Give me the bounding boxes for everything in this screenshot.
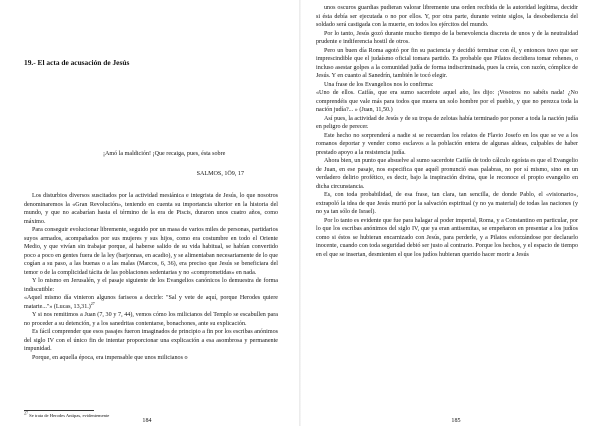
page-number: 184 xyxy=(142,418,152,424)
paragraph: Es fácil comprender que esos pasajes fueron imaginados de principio a fin por los escribas anónimos del siglo IV con el único fin de intentar proporcionar una explicación a esa asombrosa y permanente impunidad. xyxy=(24,329,278,352)
epigraph-text: ¡Amó la maldición! ¡Que recaiga, pues, ésta sobre xyxy=(103,151,226,157)
paragraph: Y si nos remitimos a Juan (7, 30 y 7, 44), vemos cómo los milicianos del Templo se escabullen para no proceder a su detención, y a los sanedritas contentarse, bonachones, ante su explicación. xyxy=(24,312,278,327)
right-body-text xyxy=(316,4,578,259)
footnote xyxy=(24,410,110,419)
block-quote: «Uno de ellos. Caifás, que era sumo sacerdote aquel año, les dijo: ¡Vosotros no sabéis nada! ¿No comprendéis que vale más para todos que muera un solo hombre por el pueblo, y que no perezca toda la nación judía?... » (Juan, 11,50.) xyxy=(316,90,578,113)
page-number: 185 xyxy=(451,418,461,424)
footnote-divider xyxy=(24,410,94,411)
paragraph: Ahora bien, un punto que absuelve al sumo sacerdote Caifás de todo cálculo egoísta es que el Evangelio de Juan, en ese pasaje, nos especifica que aquél pronunció esas palabras, no por sí mismo, sino en un verdadero delirio profético, es decir, bajo la inspiración divina, que le reconoce el propio evangelio en dicha circunstancia. xyxy=(316,158,578,190)
paragraph: Es, con toda probabilidad, de esa frase, tan clara, tan sencilla, de donde Pablo, el «visionario», extrapoló la idea de que Jesús murió por la salvación espiritual (y no ya material) de todas las naciones (y no ya tan sólo de Israel). xyxy=(316,192,578,215)
right-page xyxy=(300,0,600,426)
footnote-text: Se trata de Herodes Antipas, evidentemente xyxy=(29,413,110,418)
paragraph: Porque, en aquella época, era impensable que unos milicianos o xyxy=(32,354,188,361)
paragraph: unos oscuros guardias pudieran valorar libremente una orden recibida de la autoridad legítima, decidir si ésta debía ser ejecutada o no por ellos. Y, por otra parte, durante veinte siglos, la desobediencia del soldado será castigada con la muerte, en todos los ejércitos del mundo. xyxy=(316,5,578,28)
paragraph: Una frase de los Evangelios nos lo confirma: xyxy=(324,81,434,88)
paragraph: Para conseguir evolucionar libremente, seguido por un masa de varios miles de personas, partidarios suyos armados, acompañados por sus mujeres y sus hijos, como era costumbre en todo el Oriente Medio, y que vivían sin trabajar porque, al haberse salido de su vida habitual, se habían convertido poco a poco en gentes fuera de la ley (barjonnas, en acadio), y se alimentaban necesariamente de lo que cogían a su paso, a las buenas o a las malas (Marcos, 6, 36), era preciso que Jesús se beneficiara del temor o de la complicidad tácita de las poblaciones sedentarias y no «comprometidas» en nada. xyxy=(24,227,278,276)
footnote-marker: 27 xyxy=(24,410,28,416)
paragraph: Por lo tanto, Jesús gozó durante mucho tiempo de la benevolencia discreta de unos y de la neutralidad prudente e indiferencia hostil de otros. xyxy=(316,30,578,45)
paragraph: Los disturbios diversos suscitados por la actividad mesiánica e integrista de Jesús, lo que nosotros denominaremos la «Gran Revolución», teniendo en cuenta su importancia ulterior en la historia del mundo, y que no acabarían hasta el término de la era de Piscis, duraron unos cuatro años, como máximo. xyxy=(24,193,278,225)
block-quote xyxy=(24,294,278,311)
left-body-text xyxy=(24,192,278,362)
paragraph: Por lo tanto es evidente que fue para halagar al poder imperial, Roma, y a Constantino en particular, por lo que los escribas anónimos del siglo IV, que ya eran antisemitas, se empeñaron en presentar a los judíos como si éstos se hubieran encarnizado con Jesús, para perderle, y a Pilatos esforzándose por declararlo inocente, cuando con toda seguridad debió ser justo al contrario. Porque los hechos, y el espacio de tiempo en el que se insertan, desmienten el que los judíos hubieran querido hacer morir a Jesús xyxy=(316,217,578,258)
quote-text: «Aquel mismo día vinieron algunos fariseos a decirle: "Sal y vete de aquí, porque Herodes quiere matarte..."» (Lucas, 13,31.) xyxy=(24,295,278,310)
paragraph: Este hecho no sorprenderá a nadie si se recuerdan los relatos de Flavio Josefo en los que se ve a los romanos deportar y vender como esclavos a la población entera de algunas aldeas, culpables de haber prestado apoyo a la resistencia judía. xyxy=(316,132,578,156)
epigraph xyxy=(103,150,278,178)
paragraph: Pero un buen día Roma agotó por fin su paciencia y decidió terminar con él, y entonces tuvo que ser imprescindible que el judaísmo oficial tomara partido. Es probable que Pilatos decidiera tomar rehenes, o incluso asestar golpes a la comunidad judía de forma indiscriminada, pues la creía, con razón, cómplice de Jesús. Y en cuanto al Sanedrín, también le tocó elegir. xyxy=(316,47,578,79)
epigraph-reference: SALMOS, 1Ö9, 17 xyxy=(196,170,244,177)
paragraph: Así pues, la actividad de Jesús y de su tropa de zelotas había terminado por poner a toda la nación judía en peligro de perecer. xyxy=(316,115,578,130)
chapter-title: 19.- El acta de acusación de Jesús xyxy=(24,58,130,67)
paragraph: Y lo mismo en Jerusalén, y el pasaje siguiente de los Evangelios canónicos lo demuestra de forma indiscutible: xyxy=(24,278,278,293)
footnote-reference: 27 xyxy=(90,300,95,306)
